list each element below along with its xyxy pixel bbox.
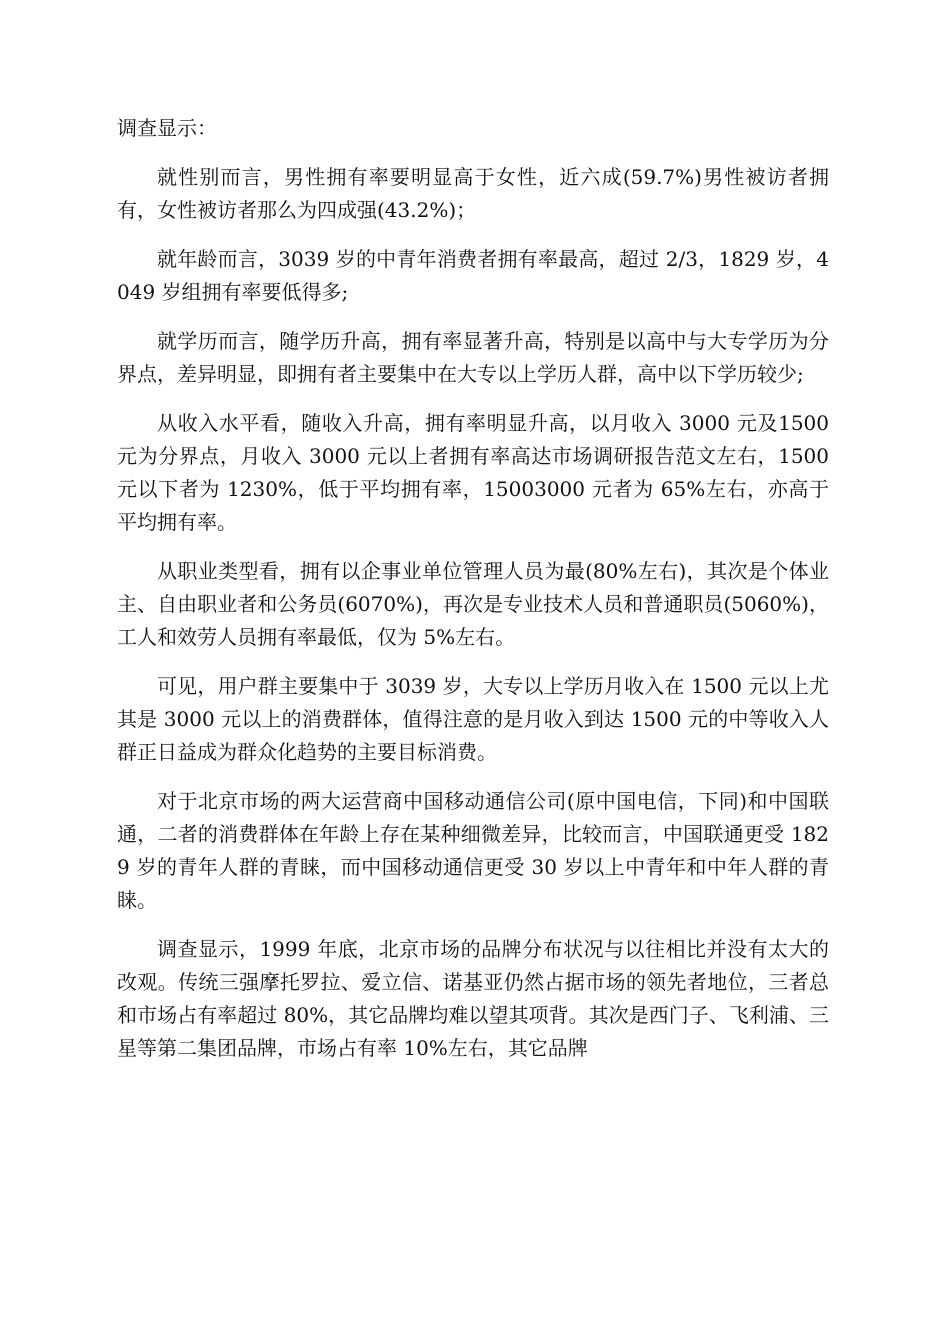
paragraph-gender: 就性别而言，男性拥有率要明显高于女性，近六成(59.7%)男性被访者拥有，女性被访者那么为四成强(43.2%)； [117,165,829,222]
paragraph-operators: 对于北京市场的两大运营商中国移动通信公司(原中国电信，下同)和中国联通，二者的消费群体在年龄上存在某种细微差异，比较而言，中国联通更受 1829 岁的青年人群的青睐，而中国移动通信更受 30 岁以上中青年和中年人群的青睐。 [117,789,829,912]
paragraph-age: 就年龄而言，3039 岁的中青年消费者拥有率最高，超过 2/3，1829 岁，4049 岁组拥有率要低得多; [117,247,829,304]
paragraph-conclusion: 可见，用户群主要集中于 3039 岁，大专以上学历月收入在 1500 元以上尤其是 3000 元以上的消费群体，值得注意的是月收入到达 1500 元的中等收入人群正日益成为群众化趋势的主要目标消费。 [117,674,829,764]
paragraph-education: 就学历而言，随学历升高，拥有率显著升高，特别是以高中与大专学历为分界点，差异明显，即拥有者主要集中在大专以上学历人群，高中以下学历较少; [117,329,829,386]
paragraph-brands: 调查显示，1999 年底，北京市场的品牌分布状况与以往相比并没有太大的改观。传统三强摩托罗拉、爱立信、诺基亚仍然占据市场的领先者地位，三者总和市场占有率超过 80%，其它品牌均难以望其项背。其次是西门子、飞利浦、三星等第二集团品牌，市场占有率 10%左右，其它品牌 [117,937,829,1060]
paragraph-income: 从收入水平看，随收入升高，拥有率明显升高，以月收入 3000 元及1500 元为分界点，月收入 3000 元以上者拥有率高达市场调研报告范文左右，1500 元以下者为 1230%，低于平均拥有率，15003000 元者为 65%左右，亦高于平均拥有率。 [117,411,829,534]
document-body [117,112,829,1081]
paragraph-occupation: 从职业类型看，拥有以企事业单位管理人员为最(80%左右)，其次是个体业主、自由职业者和公务员(6070%)，再次是专业技术人员和普通职员(5060%)，工人和效劳人员拥有率最低，仅为 5%左右。 [117,559,829,649]
paragraph-survey-intro: 调查显示： [117,116,217,140]
